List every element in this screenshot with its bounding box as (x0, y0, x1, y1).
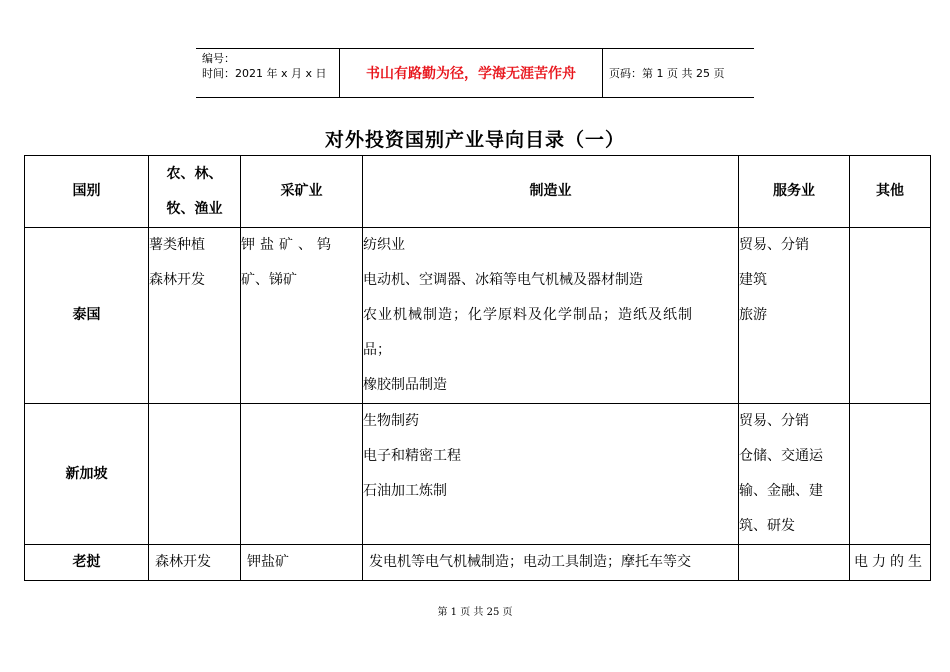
cell-line: 输、金融、建 (739, 483, 823, 499)
table-header-row (25, 156, 931, 228)
cell-line: 贸易、分销 (739, 237, 809, 253)
cell-line: 农业机械制造；化学原料及化学制品；造纸及纸制 (363, 307, 693, 323)
col-header-country: 国别 (25, 156, 149, 228)
col-header-agriculture-line1: 农、林、 (166, 165, 223, 182)
manufacturing-cell (363, 545, 739, 581)
cell-line: 仓储、交通运 (739, 448, 823, 464)
date-label: 时间：2021 年 x 月 x 日 (202, 67, 327, 80)
header-page-info: 页码：第 1 页 共 25 页 (609, 67, 725, 80)
services-cell (739, 404, 850, 545)
cell-line: 建筑 (739, 272, 767, 288)
cell-line: 筑、研发 (739, 518, 795, 534)
col-header-services: 服务业 (739, 156, 850, 228)
cell-line: 矿、锑矿 (241, 272, 297, 288)
country-cell: 泰国 (25, 228, 149, 404)
services-cell (739, 228, 850, 404)
manufacturing-cell (363, 228, 739, 404)
agriculture-cell (149, 404, 241, 545)
cell-line: 钾盐矿 (247, 554, 289, 570)
document-header (196, 48, 754, 98)
country-cell: 老挝 (25, 545, 149, 581)
industry-table (24, 155, 931, 581)
col-header-mining: 采矿业 (241, 156, 363, 228)
agriculture-cell (149, 545, 241, 581)
cell-line: 石油加工炼制 (363, 483, 447, 499)
header-meta (202, 51, 327, 81)
other-cell (850, 228, 931, 404)
cell-line: 生物制药 (363, 413, 419, 429)
cell-line: 森林开发 (149, 272, 205, 288)
other-cell (850, 404, 931, 545)
page-footer: 第 1 页 共 25 页 (437, 607, 513, 618)
col-header-agriculture-line2: 牧、渔业 (166, 200, 223, 217)
cell-line: 钾盐矿、钨 (241, 237, 336, 253)
cell-line: 电动机、空调器、冰箱等电气机械及器材制造 (363, 272, 643, 288)
agriculture-cell (149, 228, 241, 404)
cell-line: 薯类种植 (149, 237, 205, 253)
col-header-other: 其他 (850, 156, 931, 228)
cell-line: 电子和精密工程 (363, 448, 461, 464)
cell-line: 森林开发 (155, 554, 211, 570)
other-cell: 电力的生 (850, 545, 931, 581)
table-row (25, 404, 931, 545)
mining-cell (241, 404, 363, 545)
col-header-agriculture (149, 156, 241, 228)
cell-line: 发电机等电气机械制造；电动工具制造；摩托车等交 (369, 554, 691, 570)
page-title: 对外投资国别产业导向目录（一） (324, 129, 625, 151)
cell-line: 品； (363, 342, 391, 358)
country-cell: 新加坡 (25, 404, 149, 545)
col-header-manufacturing: 制造业 (363, 156, 739, 228)
cell-line: 橡胶制品制造 (363, 377, 447, 393)
mining-cell (241, 228, 363, 404)
services-cell (739, 545, 850, 581)
cell-line: 贸易、分销 (739, 413, 809, 429)
mining-cell (241, 545, 363, 581)
serial-label: 编号： (202, 52, 235, 65)
cell-line: 纺织业 (363, 237, 405, 253)
manufacturing-cell (363, 404, 739, 545)
table-row (25, 545, 931, 581)
header-divider (602, 49, 603, 97)
table-row (25, 228, 931, 404)
cell-line: 旅游 (739, 307, 767, 323)
header-motto: 书山有路勤为径，学海无涯苦作舟 (366, 66, 576, 82)
